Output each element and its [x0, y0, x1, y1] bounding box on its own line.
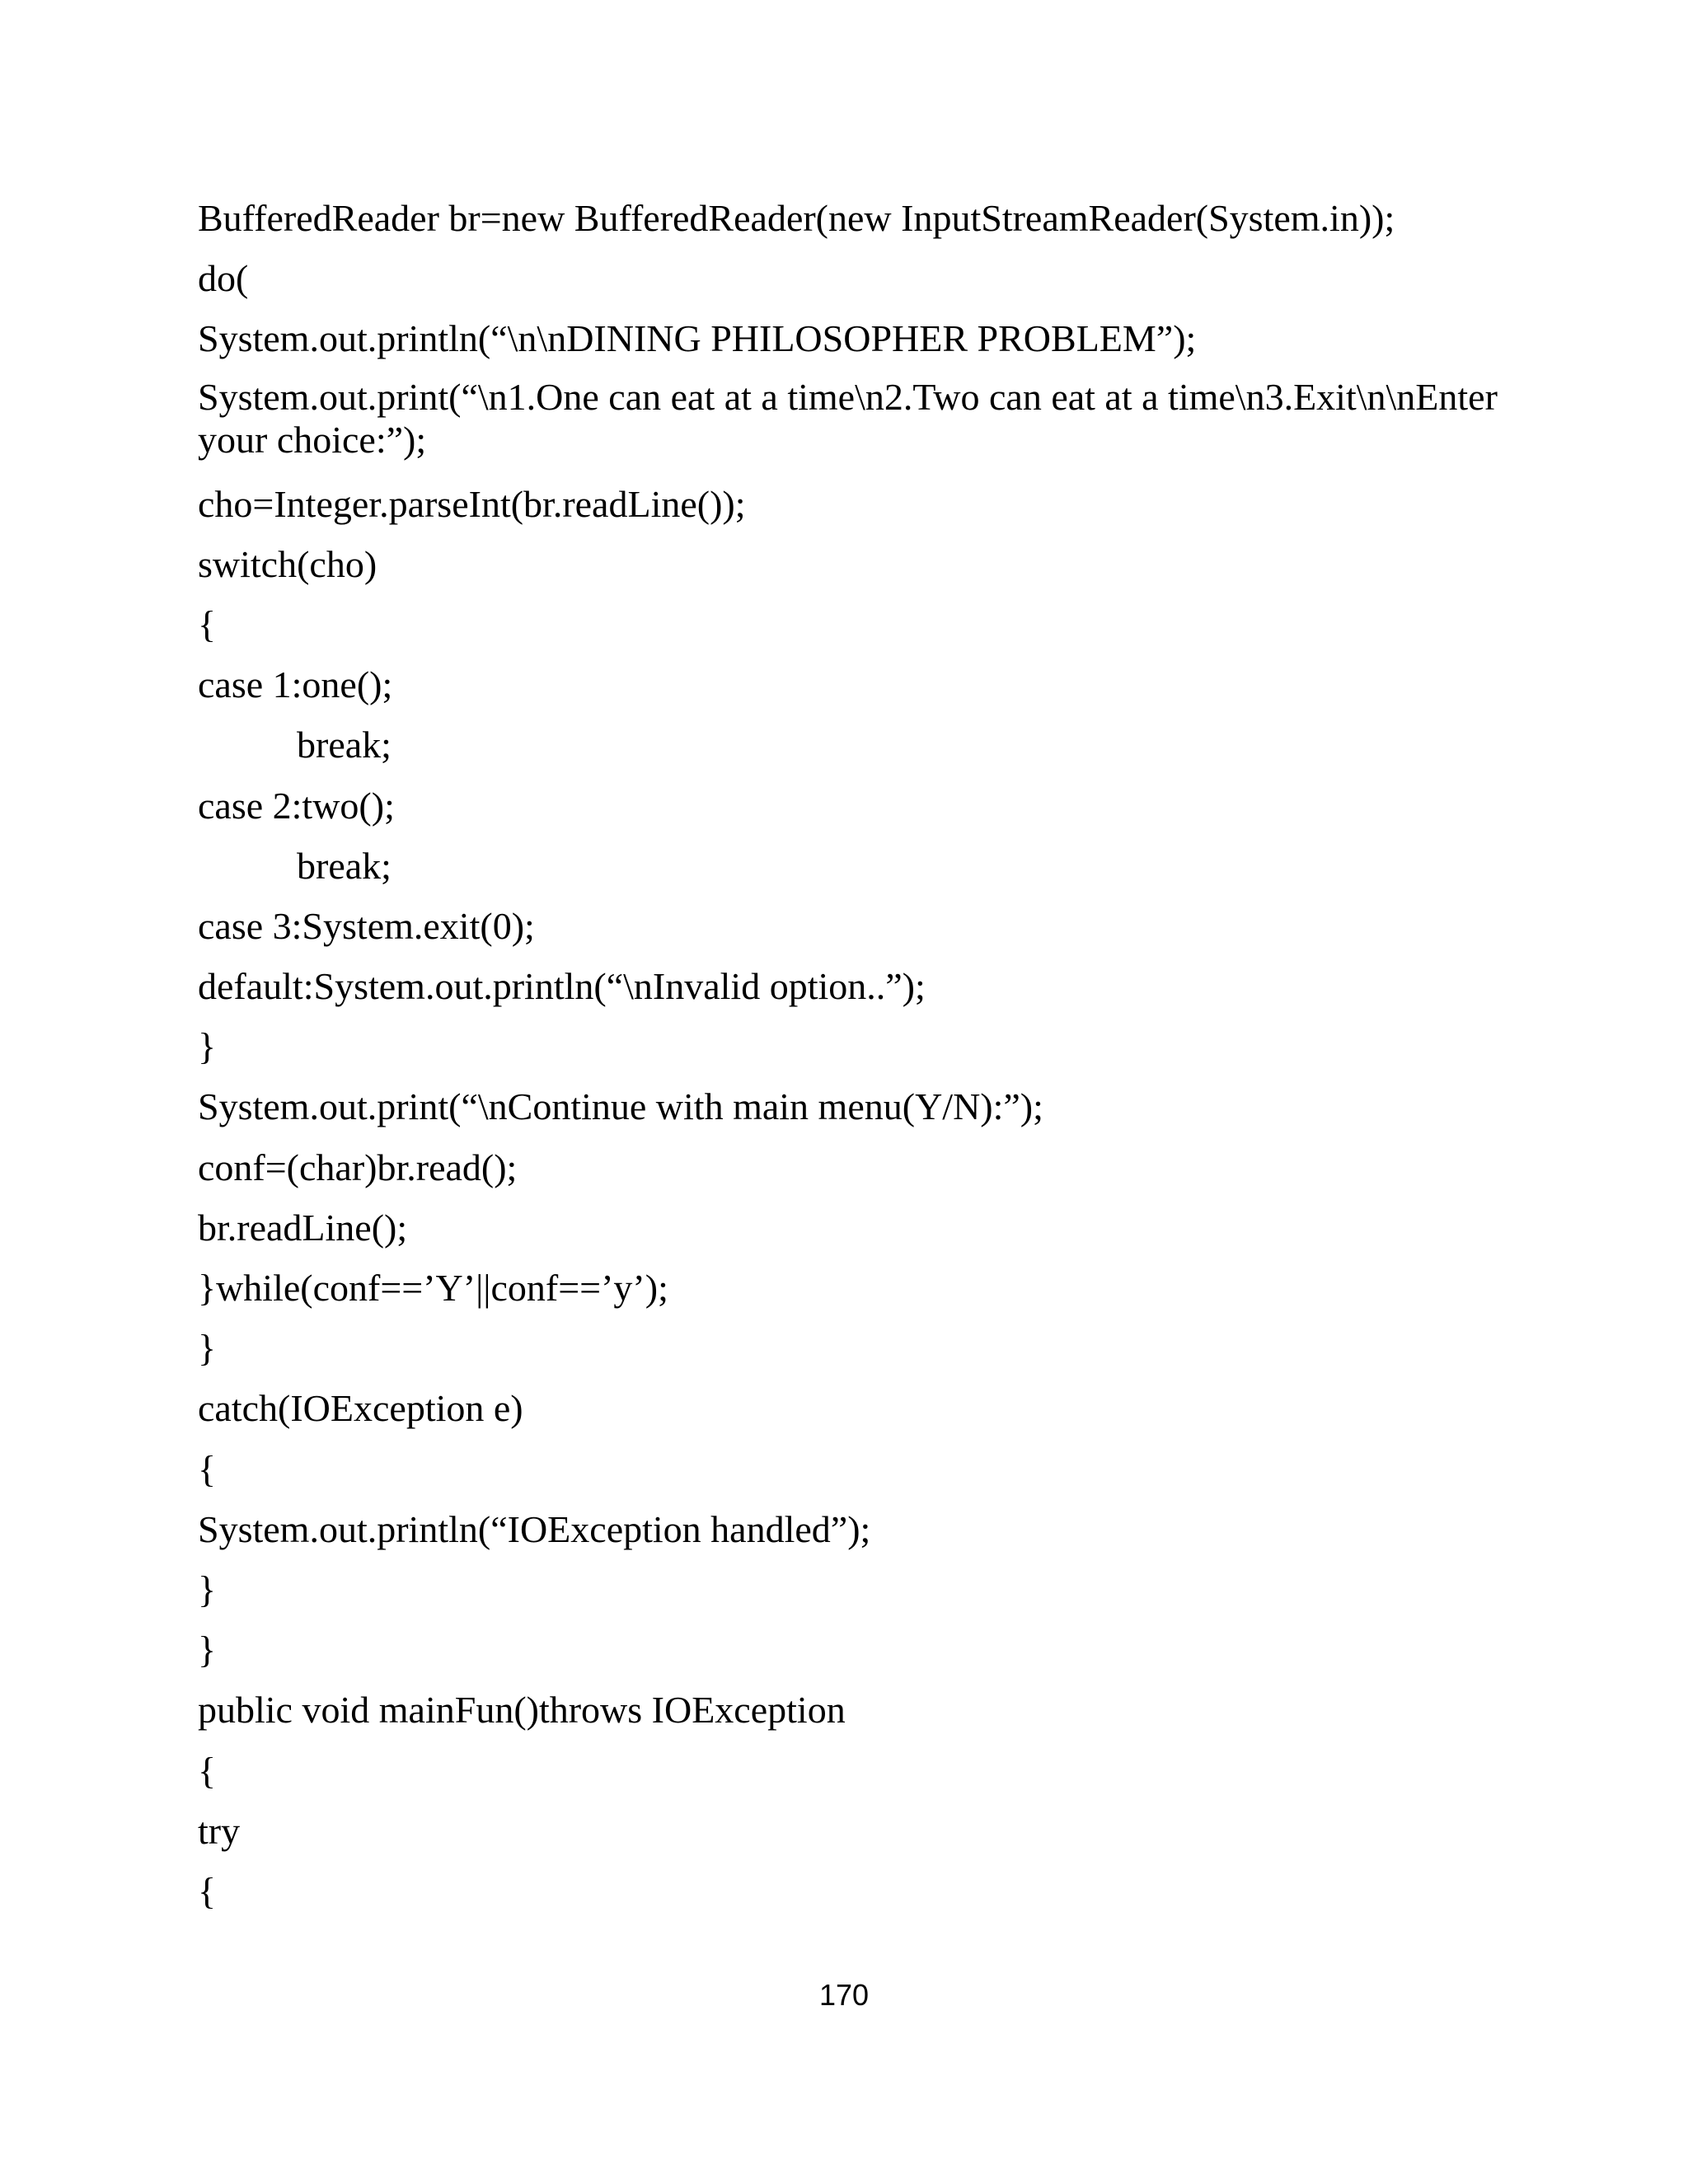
code-line: System.out.print(“\nContinue with main menu(Y/N):”); [198, 1085, 1043, 1128]
code-line: try [198, 1809, 241, 1852]
code-line: { [198, 602, 217, 645]
code-line: } [198, 1327, 217, 1370]
code-line: case 1:one(); [198, 663, 393, 706]
code-line: BufferedReader br=new BufferedReader(new InputStreamReader(System.in)); [198, 197, 1395, 239]
code-line: switch(cho) [198, 542, 377, 585]
code-line: default:System.out.println(“\nInvalid option..”); [198, 965, 926, 1008]
code-line: } [198, 1568, 217, 1610]
code-line: br.readLine(); [198, 1206, 408, 1249]
code-line: public void mainFun()throws IOException [198, 1689, 846, 1732]
code-line: System.out.println(“IOException handled”); [198, 1507, 871, 1550]
code-line: { [198, 1447, 217, 1490]
code-line: System.out.print(“\n1.One can eat at a time\n2.Two can eat at a time\n3.Exit\n\nEnter your choice:”); [198, 375, 1498, 461]
code-line: catch(IOException e) [198, 1387, 523, 1430]
code-line: conf=(char)br.read(); [198, 1146, 518, 1188]
code-line: }while(conf==’Y’||conf==’y’); [198, 1267, 668, 1309]
code-line: case 2:two(); [198, 784, 395, 827]
page-number: 170 [818, 1978, 870, 2012]
code-line: break; [297, 724, 392, 766]
code-line: } [198, 1629, 217, 1671]
code-line: case 3:System.exit(0); [198, 904, 535, 947]
code-line: { [198, 1749, 217, 1792]
code-line: } [198, 1025, 217, 1068]
code-line: System.out.println(“\n\nDINING PHILOSOPHER PROBLEM”); [198, 317, 1197, 360]
code-listing [198, 194, 1550, 1928]
code-line: { [198, 1869, 217, 1912]
code-line: break; [297, 844, 392, 887]
code-line: do( [198, 257, 249, 300]
code-line: cho=Integer.parseInt(br.readLine()); [198, 482, 746, 525]
